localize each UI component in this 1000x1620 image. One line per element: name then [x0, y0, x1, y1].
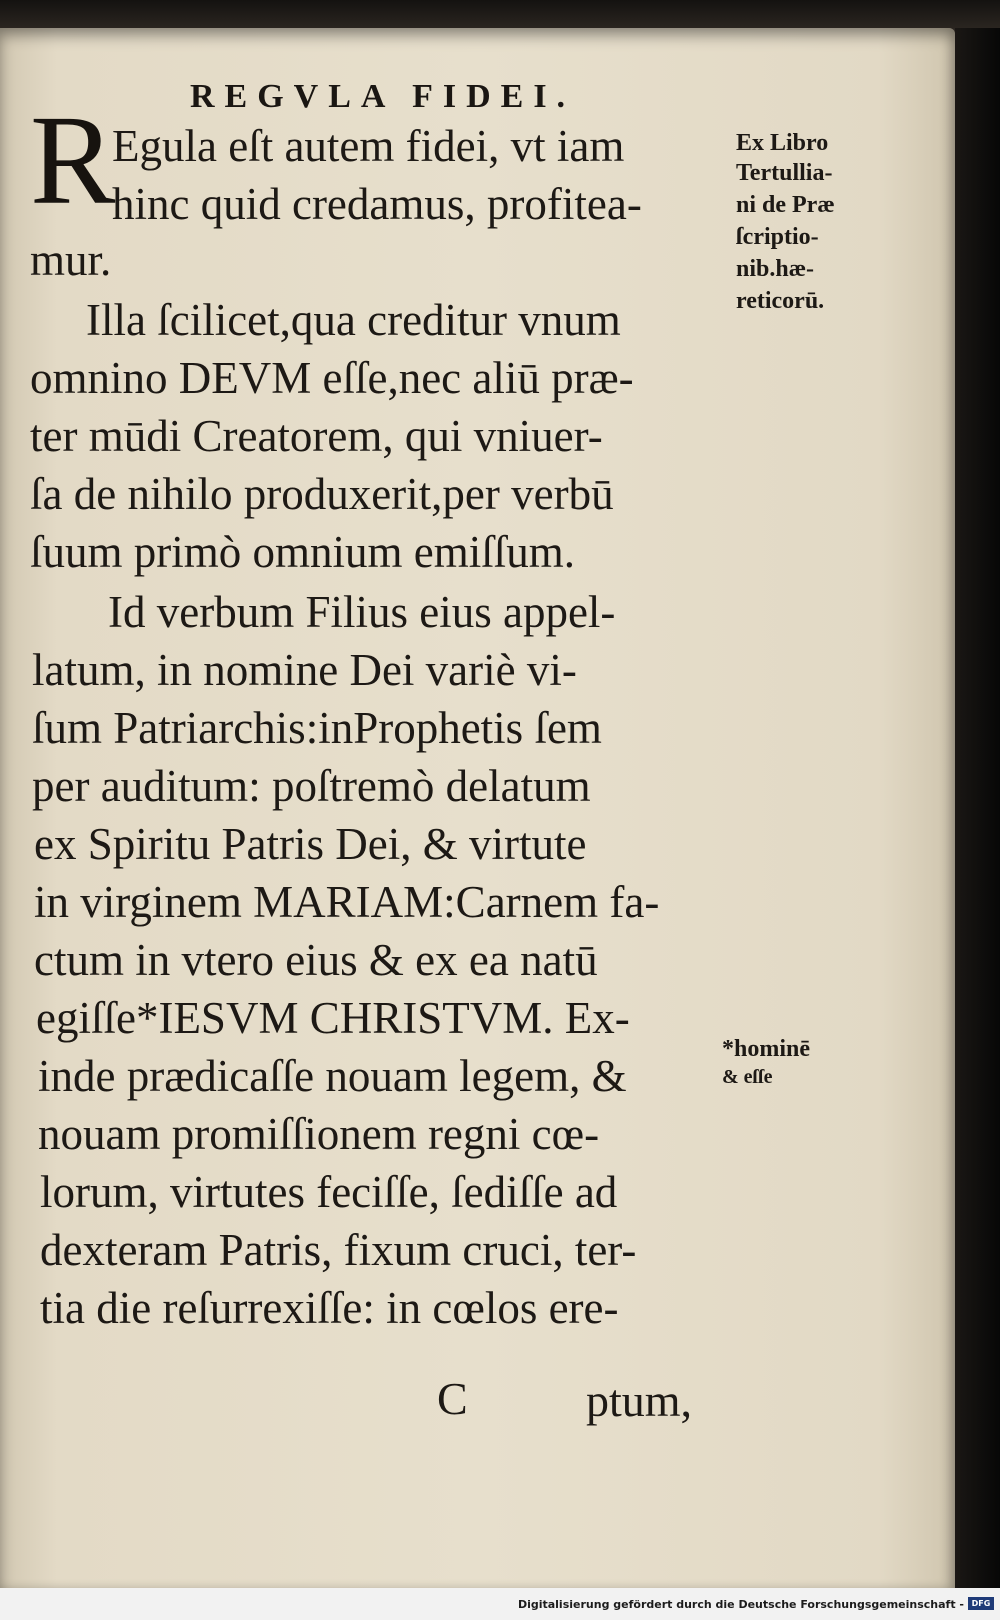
text-line: omnino DEVM eſſe,nec aliū præ- [30, 353, 634, 403]
marginal-line: & eſſe [722, 1066, 773, 1088]
text-line: ſuum primò omnium emiſſum. [30, 527, 575, 577]
catchword: ptum, [586, 1375, 693, 1426]
text-line: lorum, virtutes feciſſe, ſediſſe ad [40, 1167, 618, 1217]
marginal-line: nib.hæ- [736, 256, 815, 282]
marginal-line: reticorū. [736, 288, 825, 314]
text-line: Illa ſcilicet,qua creditur vnum [86, 295, 621, 345]
text-line: inde prædicaſſe nouam legem, & [38, 1051, 627, 1101]
text-line: nouam promiſſionem regni cœ- [38, 1109, 600, 1159]
text-line: mur. [30, 235, 112, 285]
text-line: ſum Patriarchis:inProphetis ſem [32, 703, 602, 753]
text-line: latum, in nomine Dei variè vi- [32, 645, 577, 695]
marginal-line: ſcriptio- [736, 224, 819, 250]
footer-credit: Digitalisierung gefördert durch die Deutsche Forschungsgemeinschaft - [517, 1598, 964, 1611]
text-line: tia die reſurrexiſſe: in cœlos ere- [40, 1283, 619, 1333]
drop-cap: R [30, 89, 116, 231]
running-head: REGVLA FIDEI. [190, 78, 576, 115]
text-line: dexteram Patris, fixum cruci, ter- [40, 1225, 637, 1275]
page-edge-shadow [955, 28, 1000, 1588]
signature-mark: C [437, 1373, 468, 1424]
marginal-line: *hominē [722, 1036, 811, 1062]
marginal-line: Ex Libro [736, 130, 829, 156]
text-line: Egula eſt autem fidei, vt iam [112, 121, 625, 171]
text-line: hinc quid credamus, profitea- [112, 179, 642, 229]
text-line: ctum in vtero eius & ex ea natū [34, 935, 598, 985]
text-line: ter mūdi Creatorem, qui vniuer- [30, 411, 603, 461]
text-line: ſa de nihilo produxerit,per verbū [30, 469, 614, 519]
text-line: egiſſe*IESVM CHRISTVM. Ex- [36, 993, 630, 1043]
marginal-line: ni de Præ [736, 192, 835, 218]
dfg-logo-icon: DFG [968, 1597, 994, 1610]
text-line: in virginem MARIAM:Carnem fa- [34, 877, 660, 927]
text-line: Id verbum Filius eius appel- [108, 587, 616, 637]
text-line: ex Spiritu Patris Dei, & virtute [34, 819, 587, 869]
text-line: per auditum: poſtremò delatum [32, 761, 591, 811]
marginal-line: Tertullia- [736, 160, 833, 186]
